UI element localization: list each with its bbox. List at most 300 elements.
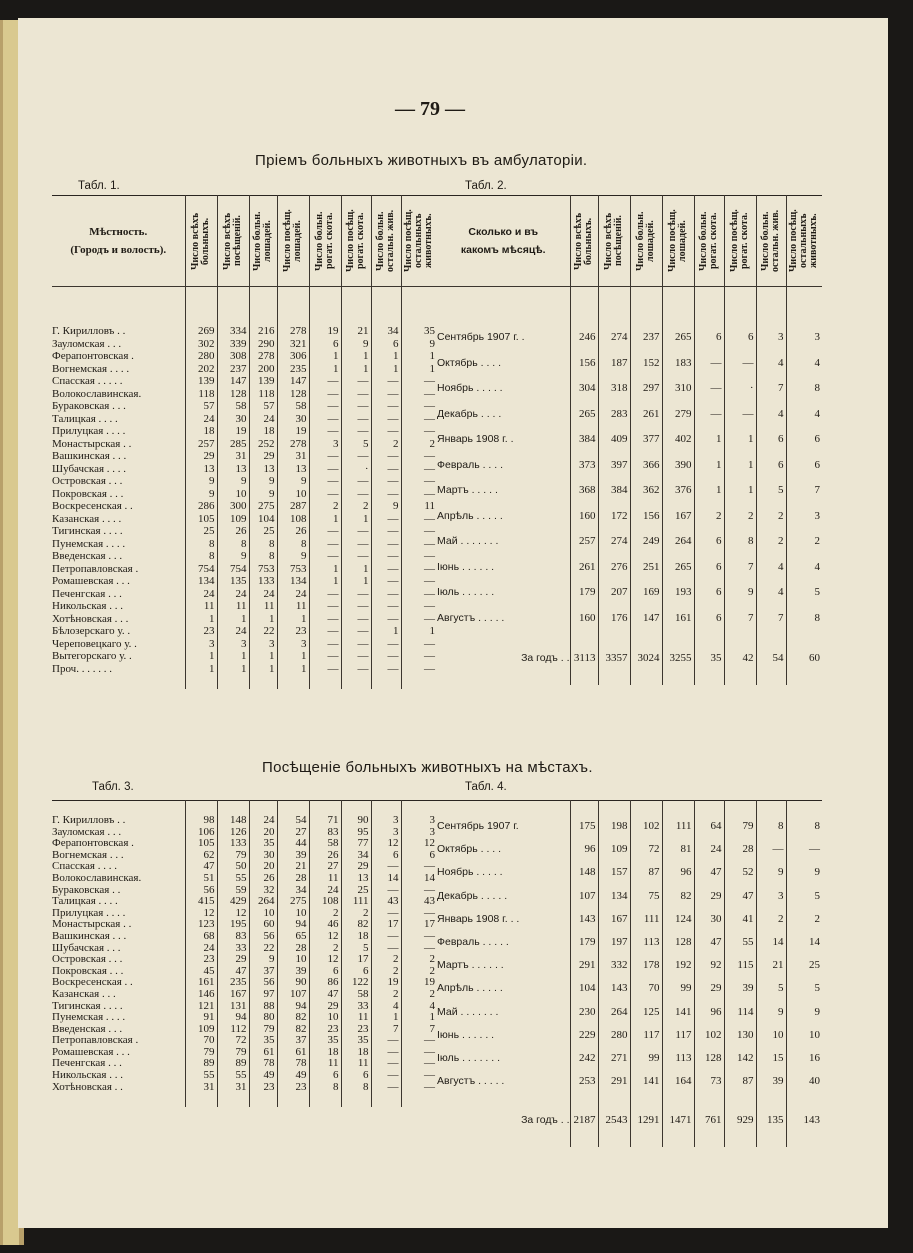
table-row xyxy=(52,1012,437,1024)
row-label: Октябрь . . . . xyxy=(437,843,502,856)
cell-value: 22 xyxy=(249,625,277,638)
cell-value: 39 xyxy=(724,977,756,1000)
cell-value: 3 xyxy=(185,638,217,651)
cell-value: 6 xyxy=(341,1070,371,1082)
cell-value: 34 xyxy=(371,325,401,338)
cell-value: 179 xyxy=(570,580,598,606)
table1-col-header xyxy=(309,196,341,287)
cell-value: — xyxy=(401,650,437,663)
row-label: Ферапонтовская . xyxy=(52,350,134,362)
cell-value: 3 xyxy=(371,815,401,827)
cell-value: 68 xyxy=(185,931,217,943)
cell-value: — xyxy=(401,931,437,943)
cell-value: 1 xyxy=(694,453,724,479)
cell-value: 72 xyxy=(217,1035,249,1047)
cell-value: 4 xyxy=(756,402,786,428)
row-label: Февраль . . . . . xyxy=(437,936,509,949)
cell-value: 8 xyxy=(185,538,217,551)
table1-caption: Табл. 1. xyxy=(78,180,120,192)
cell-value: 1 xyxy=(341,363,371,376)
cell-value: 9 xyxy=(249,475,277,488)
cell-value: 30 xyxy=(249,850,277,862)
row-label: Январь 1908 г. . xyxy=(437,433,514,445)
cell-value: 39 xyxy=(277,850,309,862)
cell-value: 17 xyxy=(401,919,437,931)
cell-value: — xyxy=(401,1035,437,1047)
table1-col-header-text: Число посѣщ. лошадей. xyxy=(282,209,303,273)
table-row xyxy=(437,885,822,908)
total-value: 3255 xyxy=(662,645,694,671)
row-label: Тигинская . . . . xyxy=(52,1000,123,1012)
cell-value: 133 xyxy=(249,575,277,588)
total-value: 60 xyxy=(786,645,822,671)
table1-by-locality xyxy=(52,195,437,689)
cell-value: 1 xyxy=(371,1012,401,1024)
cell-value: — xyxy=(309,475,341,488)
cell-value: 124 xyxy=(662,908,694,931)
row-label: Вашкинская . . . xyxy=(52,930,127,942)
row-label: Бураковская . . xyxy=(52,884,121,896)
cell-value: 34 xyxy=(341,850,371,862)
cell-value: 30 xyxy=(217,413,249,426)
cell-value: — xyxy=(309,463,341,476)
cell-value: 1 xyxy=(277,613,309,626)
row-label: Іюль . . . . . . xyxy=(437,586,495,598)
cell-value: — xyxy=(309,638,341,651)
cell-value: — xyxy=(371,663,401,676)
cell-value: 1 xyxy=(309,363,341,376)
table2-col-header xyxy=(694,196,724,287)
cell-value: 5 xyxy=(786,580,822,606)
cell-value: 135 xyxy=(217,575,249,588)
cell-value: 61 xyxy=(249,1047,277,1059)
table-row xyxy=(437,504,822,530)
cell-value: — xyxy=(401,388,437,401)
row-label: Островская . . . xyxy=(52,475,123,487)
cell-value: 9 xyxy=(249,954,277,966)
cell-value: — xyxy=(401,463,437,476)
row-label: Пунемская . . . . xyxy=(52,1012,126,1024)
table1-col-header xyxy=(401,196,437,287)
cell-value: — xyxy=(401,513,437,526)
cell-value: 107 xyxy=(277,989,309,1001)
cell-value: — xyxy=(341,475,371,488)
row-label: Май . . . . . . . xyxy=(437,535,499,547)
cell-value: 122 xyxy=(341,977,371,989)
cell-value: — xyxy=(401,425,437,438)
table2-col-header xyxy=(724,196,756,287)
cell-value: 6 xyxy=(786,453,822,479)
cell-value: 28 xyxy=(277,873,309,885)
cell-value: 58 xyxy=(277,400,309,413)
cell-value: 24 xyxy=(277,588,309,601)
cell-value: 37 xyxy=(277,1035,309,1047)
cell-value: 45 xyxy=(185,966,217,978)
cell-value: 310 xyxy=(662,376,694,402)
cell-value: — xyxy=(341,375,371,388)
row-label: Вогнемская . . . . xyxy=(52,362,130,375)
cell-value: 24 xyxy=(185,413,217,426)
cell-value: 242 xyxy=(570,1047,598,1070)
cell-value: 1 xyxy=(309,575,341,588)
cell-value: 291 xyxy=(570,954,598,977)
cell-value: 291 xyxy=(598,1070,630,1093)
table-row xyxy=(52,400,437,413)
cell-value: 82 xyxy=(277,1024,309,1036)
total-value: 1471 xyxy=(662,1107,694,1133)
table3-visits-by-locality xyxy=(52,800,437,1107)
cell-value: 117 xyxy=(662,1024,694,1047)
cell-value: — xyxy=(309,425,341,438)
cell-value: 4 xyxy=(786,555,822,581)
cell-value: 5 xyxy=(786,977,822,1000)
cell-value: 142 xyxy=(724,1047,756,1070)
cell-value: 9 xyxy=(786,861,822,884)
cell-value: — xyxy=(371,388,401,401)
cell-value: 384 xyxy=(570,427,598,453)
cell-value: 1 xyxy=(185,613,217,626)
cell-value: 278 xyxy=(277,325,309,338)
table-row xyxy=(437,478,822,504)
table-row xyxy=(437,1024,822,1047)
cell-value: 176 xyxy=(598,606,630,632)
cell-value: 249 xyxy=(630,529,662,555)
cell-value: — xyxy=(371,463,401,476)
total-label: За годъ . . xyxy=(521,1114,570,1127)
cell-value: 23 xyxy=(309,1024,341,1036)
table-row xyxy=(437,325,822,351)
cell-value: 109 xyxy=(217,513,249,526)
cell-value: 32 xyxy=(249,885,277,897)
cell-value: 18 xyxy=(309,1047,341,1059)
cell-value: 9 xyxy=(756,861,786,884)
cell-value: 302 xyxy=(185,338,217,351)
cell-value: 287 xyxy=(277,500,309,513)
cell-value: 79 xyxy=(185,1047,217,1059)
cell-value: 264 xyxy=(249,896,277,908)
cell-value: 50 xyxy=(217,861,249,873)
cell-value: 96 xyxy=(694,1001,724,1024)
cell-value: — xyxy=(309,413,341,426)
cell-value: 19 xyxy=(371,977,401,989)
cell-value: 44 xyxy=(277,838,309,850)
cell-value: 146 xyxy=(185,989,217,1001)
cell-value: 82 xyxy=(277,1012,309,1024)
row-label: Никольская . . . xyxy=(52,600,123,612)
cell-value: 33 xyxy=(341,1001,371,1013)
cell-value: — xyxy=(371,413,401,426)
table2-head-line1: Сколько и въ xyxy=(468,226,539,238)
cell-value: 169 xyxy=(630,580,662,606)
row-label: Зауломская . . . xyxy=(52,337,122,350)
cell-value: 2 xyxy=(371,966,401,978)
cell-value: 105 xyxy=(185,838,217,850)
cell-value: 2 xyxy=(756,504,786,530)
cell-value: 111 xyxy=(662,815,694,838)
cell-value: 58 xyxy=(217,400,249,413)
cell-value: 10 xyxy=(277,908,309,920)
cell-value: 95 xyxy=(341,827,371,839)
cell-value: 1 xyxy=(341,563,371,576)
table1-locality-header xyxy=(52,196,185,287)
cell-value: 12 xyxy=(309,931,341,943)
cell-value: 31 xyxy=(217,450,249,463)
table2-by-month xyxy=(437,195,822,685)
cell-value: 57 xyxy=(185,400,217,413)
cell-value: 113 xyxy=(630,931,662,954)
cell-value: 25 xyxy=(185,525,217,538)
cell-value: 290 xyxy=(249,338,277,351)
cell-value: 1 xyxy=(277,650,309,663)
cell-value: 264 xyxy=(598,1001,630,1024)
cell-value: 362 xyxy=(630,478,662,504)
cell-value: 237 xyxy=(217,363,249,376)
cell-value: 9 xyxy=(371,500,401,513)
cell-value: 58 xyxy=(309,838,341,850)
row-label: Іюнь . . . . . . xyxy=(437,1028,495,1041)
cell-value: 10 xyxy=(277,488,309,501)
cell-value: 4 xyxy=(756,580,786,606)
cell-value: 13 xyxy=(341,873,371,885)
cell-value: 8 xyxy=(217,538,249,551)
row-label: Зауломская . . . xyxy=(52,826,122,838)
cell-value: 89 xyxy=(217,1058,249,1070)
cell-value: 11 xyxy=(341,1012,371,1024)
cell-value: 264 xyxy=(662,529,694,555)
cell-value: 753 xyxy=(249,563,277,576)
row-label: Ноябрь . . . . . xyxy=(437,866,503,879)
cell-value: 7 xyxy=(371,1024,401,1036)
table-row xyxy=(437,1070,822,1093)
cell-value: 384 xyxy=(598,478,630,504)
cell-value: 207 xyxy=(598,580,630,606)
cell-value: 754 xyxy=(217,563,249,576)
cell-value: 409 xyxy=(598,427,630,453)
cell-value: 14 xyxy=(756,931,786,954)
table3-caption: Табл. 3. xyxy=(92,781,134,793)
table-row xyxy=(437,977,822,1000)
cell-value: 23 xyxy=(277,625,309,638)
row-label: Г. Кирилловъ . . xyxy=(52,325,126,337)
cell-value: 3 xyxy=(786,504,822,530)
cell-value: 81 xyxy=(662,838,694,861)
cell-value: 102 xyxy=(630,815,662,838)
row-label: Ромашевская . . . xyxy=(52,575,130,587)
cell-value: 164 xyxy=(662,1070,694,1093)
cell-value: 26 xyxy=(217,525,249,538)
cell-value: 87 xyxy=(724,1070,756,1093)
cell-value: 35 xyxy=(309,1035,341,1047)
cell-value: — xyxy=(371,931,401,943)
cell-value: 82 xyxy=(662,885,694,908)
row-label: Пунемская . . . . xyxy=(52,537,126,550)
table1-col-header-text: Число всѣхъ больныхъ. xyxy=(190,212,211,270)
table-row xyxy=(52,475,437,488)
cell-value: 3 xyxy=(217,638,249,651)
cell-value: 143 xyxy=(570,908,598,931)
cell-value: 157 xyxy=(598,861,630,884)
cell-value: 167 xyxy=(662,504,694,530)
cell-value: 1 xyxy=(185,663,217,676)
cell-value: 6 xyxy=(756,427,786,453)
cell-value: 33 xyxy=(217,943,249,955)
cell-value: 114 xyxy=(724,1001,756,1024)
cell-value: 9 xyxy=(277,550,309,563)
cell-value: 35 xyxy=(401,325,437,338)
cell-value: — xyxy=(786,838,822,861)
cell-value: 86 xyxy=(309,977,341,989)
table-row xyxy=(52,663,437,676)
cell-value: — xyxy=(371,943,401,955)
cell-value: 40 xyxy=(786,1070,822,1093)
cell-value: 304 xyxy=(570,376,598,402)
cell-value: 94 xyxy=(277,919,309,931)
table1-col-header-text: Число больн. рогат. скота. xyxy=(314,211,335,271)
table-row xyxy=(437,580,822,606)
total-value: 761 xyxy=(694,1107,724,1133)
row-label: Петропавловская . xyxy=(52,1035,139,1047)
cell-value: 21 xyxy=(756,954,786,977)
page-number: — 79 — xyxy=(395,98,465,120)
cell-value: 29 xyxy=(217,954,249,966)
cell-value: — xyxy=(341,588,371,601)
table2-col-header xyxy=(570,196,598,287)
table2-col-header-text: Число всѣхъ посѣщеній. xyxy=(603,212,624,270)
cell-value: — xyxy=(401,1047,437,1059)
cell-value: 187 xyxy=(598,351,630,377)
cell-value: 9 xyxy=(185,475,217,488)
cell-value: 4 xyxy=(756,555,786,581)
total-value: 3113 xyxy=(570,645,598,671)
table-row xyxy=(437,529,822,555)
cell-value: 161 xyxy=(185,977,217,989)
cell-value: 4 xyxy=(786,402,822,428)
cell-value: 6 xyxy=(309,338,341,351)
cell-value: 113 xyxy=(662,1047,694,1070)
cell-value: 160 xyxy=(570,606,598,632)
cell-value: — xyxy=(401,638,437,651)
cell-value: 1 xyxy=(401,1012,437,1024)
cell-value: 1 xyxy=(401,350,437,363)
cell-value: — xyxy=(371,475,401,488)
table-row xyxy=(52,513,437,526)
cell-value: 10 xyxy=(756,1024,786,1047)
cell-value: — xyxy=(371,550,401,563)
cell-value: 109 xyxy=(185,1024,217,1036)
cell-value: 5 xyxy=(756,977,786,1000)
cell-value: 9 xyxy=(277,475,309,488)
cell-value: 246 xyxy=(570,325,598,351)
row-label: Май . . . . . . . xyxy=(437,1005,499,1018)
row-label: Череповецкаго у. . xyxy=(52,637,137,650)
cell-value: 1 xyxy=(217,613,249,626)
table1-col-header xyxy=(185,196,217,287)
total-value: 3024 xyxy=(630,645,662,671)
cell-value: — xyxy=(341,625,371,638)
cell-value: — xyxy=(371,525,401,538)
row-label: Спасская . . . . xyxy=(52,861,117,873)
cell-value: 147 xyxy=(630,606,662,632)
cell-value: 197 xyxy=(598,931,630,954)
table-row xyxy=(52,338,437,351)
row-label: Прилуцкая . . . . xyxy=(52,907,126,919)
row-label: Введенская . . . xyxy=(52,550,123,562)
row-label: Августъ . . . . . xyxy=(437,1075,505,1088)
cell-value: 1 xyxy=(309,350,341,363)
cell-value: 90 xyxy=(277,977,309,989)
cell-value: 89 xyxy=(185,1058,217,1070)
cell-value: 12 xyxy=(217,908,249,920)
cell-value: — xyxy=(341,663,371,676)
cell-value: 193 xyxy=(662,580,694,606)
cell-value: 13 xyxy=(249,463,277,476)
row-label: Шубачская . . . . xyxy=(52,462,127,475)
cell-value: 10 xyxy=(309,1012,341,1024)
cell-value: — xyxy=(694,376,724,402)
cell-value: 167 xyxy=(598,908,630,931)
total-value: 3357 xyxy=(598,645,630,671)
cell-value: 7 xyxy=(756,376,786,402)
cell-value: 2 xyxy=(756,908,786,931)
cell-value: 257 xyxy=(185,438,217,451)
cell-value: 118 xyxy=(185,388,217,401)
cell-value: 156 xyxy=(630,504,662,530)
cell-value: 96 xyxy=(662,861,694,884)
cell-value: 390 xyxy=(662,453,694,479)
table-row xyxy=(437,838,822,861)
cell-value: 60 xyxy=(249,919,277,931)
cell-value: 9 xyxy=(217,475,249,488)
table-row xyxy=(52,413,437,426)
cell-value: 318 xyxy=(598,376,630,402)
cell-value: — xyxy=(371,488,401,501)
cell-value: 1 xyxy=(341,350,371,363)
table-row xyxy=(437,954,822,977)
table-row xyxy=(52,350,437,363)
cell-value: 3 xyxy=(756,885,786,908)
cell-value: 1 xyxy=(249,663,277,676)
table1-col-header xyxy=(341,196,371,287)
cell-value: 265 xyxy=(662,325,694,351)
cell-value: 27 xyxy=(277,827,309,839)
cell-value: 19 xyxy=(309,325,341,338)
cell-value: — xyxy=(341,400,371,413)
cell-value: 29 xyxy=(185,450,217,463)
row-label: Декабрь . . . . xyxy=(437,407,502,420)
cell-value: 71 xyxy=(309,815,341,827)
cell-value: 25 xyxy=(249,525,277,538)
table-row xyxy=(437,908,822,931)
cell-value: 754 xyxy=(185,563,217,576)
cell-value: 148 xyxy=(217,815,249,827)
cell-value: 31 xyxy=(217,1082,249,1094)
cell-value: 72 xyxy=(630,838,662,861)
table-row xyxy=(437,351,822,377)
cell-value: — xyxy=(401,550,437,563)
cell-value: 257 xyxy=(570,529,598,555)
cell-value: 43 xyxy=(401,896,437,908)
table-row xyxy=(52,363,437,376)
cell-value: 9 xyxy=(724,580,756,606)
cell-value: 235 xyxy=(217,977,249,989)
cell-value: 286 xyxy=(185,500,217,513)
cell-value: 332 xyxy=(598,954,630,977)
cell-value: 35 xyxy=(341,1035,371,1047)
table2-col-header-text: Число посѣщ. лошадей. xyxy=(667,209,688,273)
cell-value: 55 xyxy=(217,873,249,885)
cell-value: 2 xyxy=(341,500,371,513)
cell-value: — xyxy=(309,625,341,638)
